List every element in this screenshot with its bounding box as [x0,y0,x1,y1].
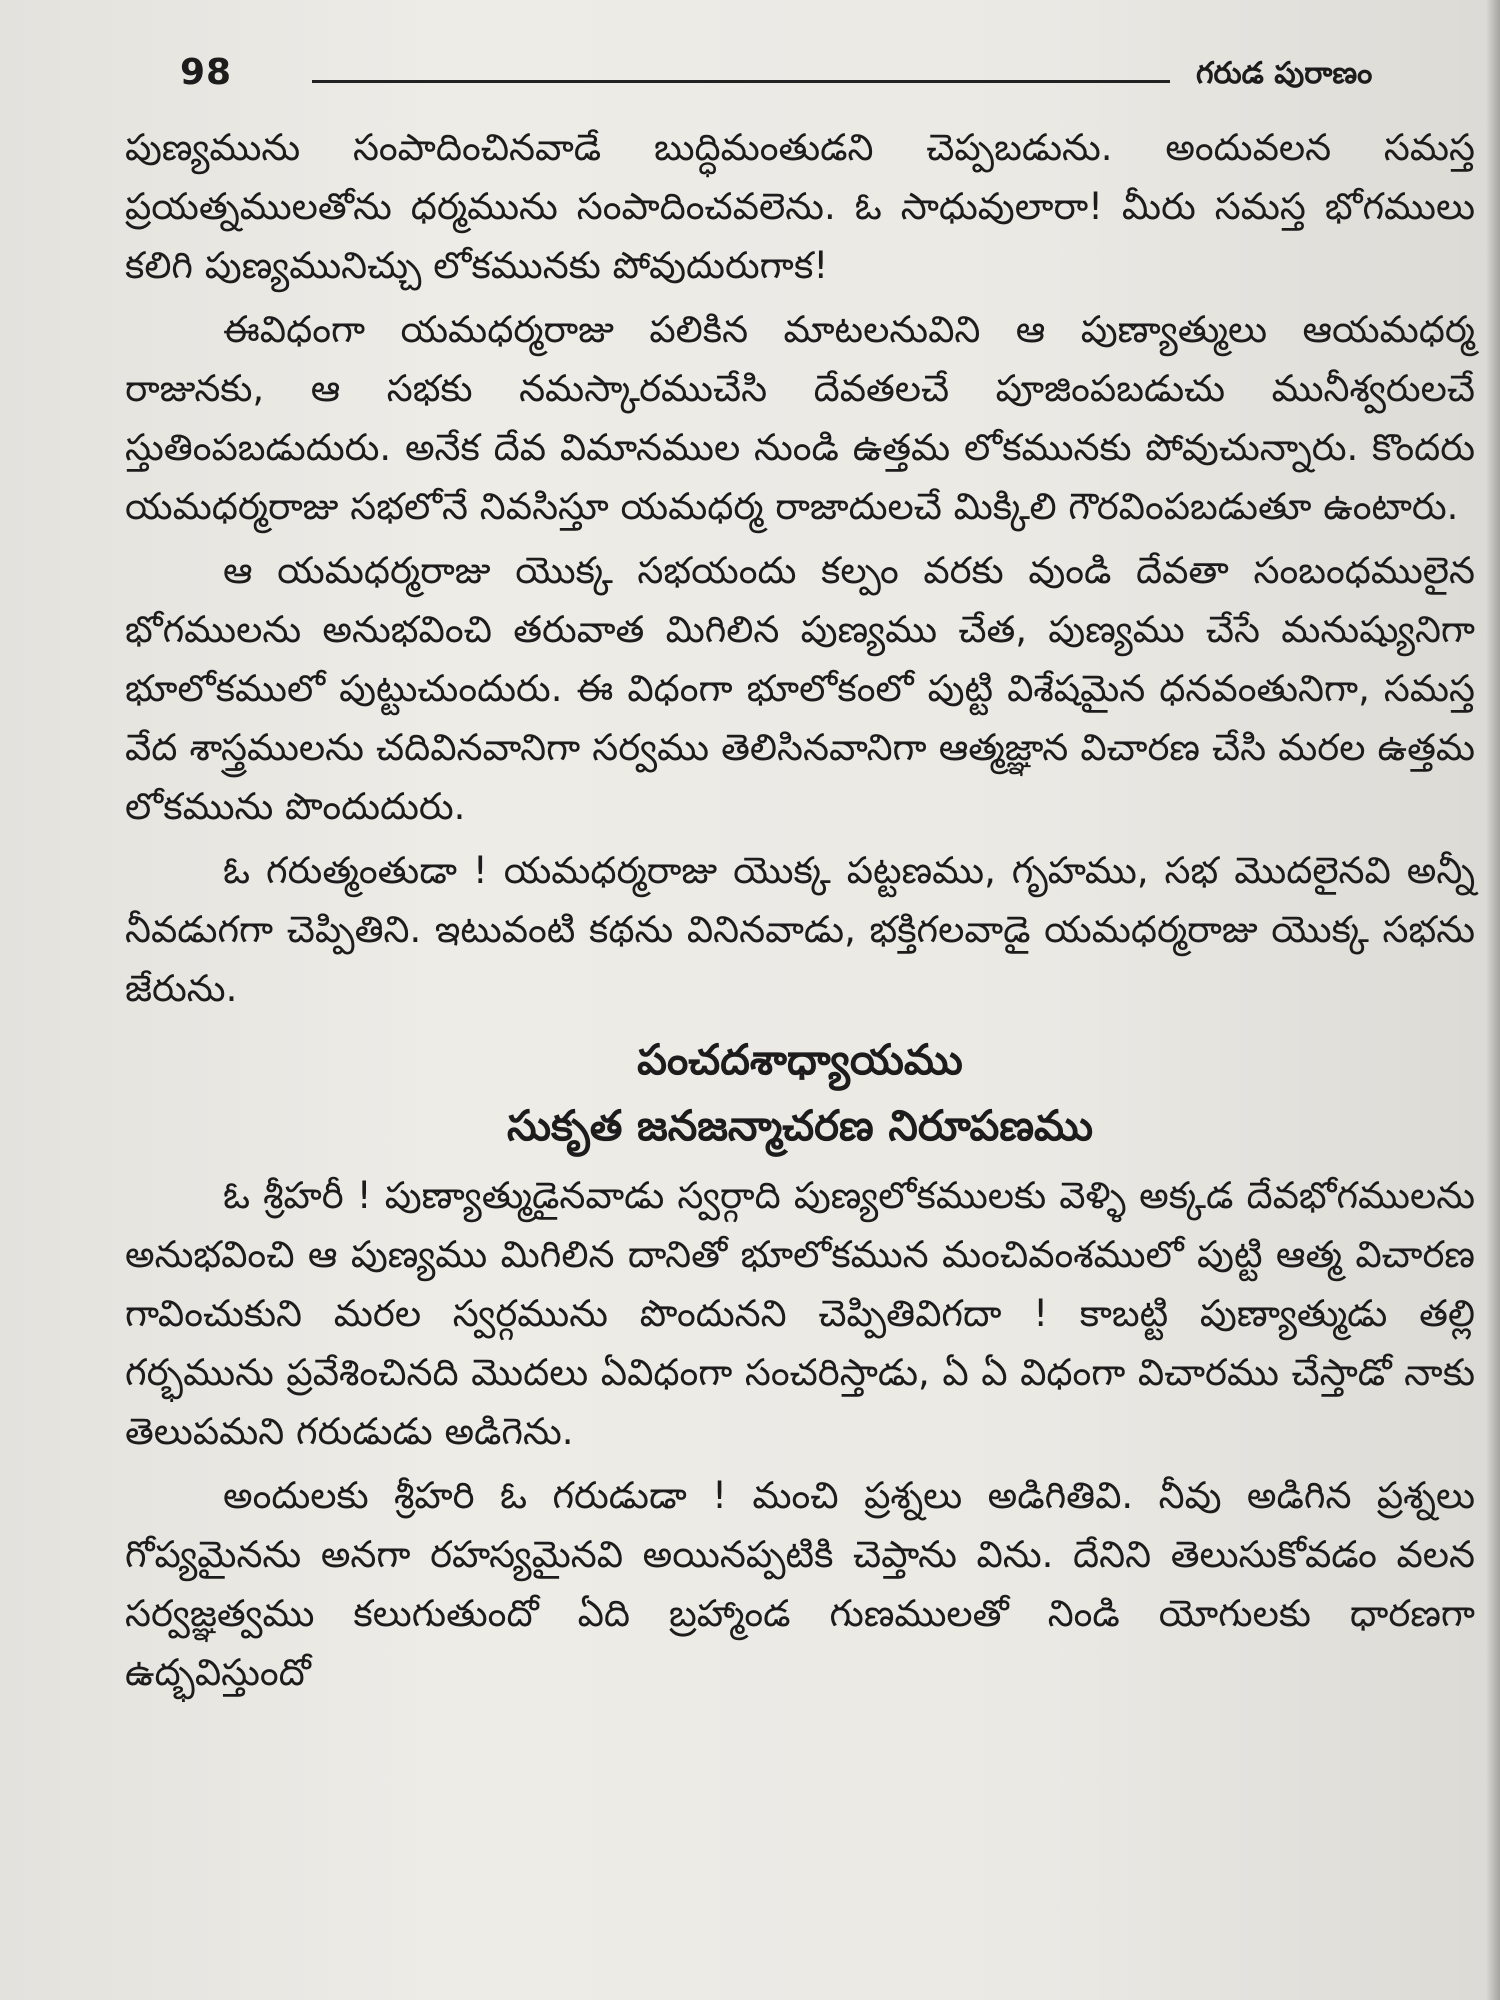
body-text [125,118,1475,1702]
section-title: సుకృత జనజన్మాచరణ నిరూపణము [506,1101,1094,1150]
paragraph: అందులకు శ్రీహరి ఓ గరుడుడా ! మంచి ప్రశ్నలు అడిగితివి. నీవు అడిగిన ప్రశ్నలు గోప్యమైనను అనగా రహస్యమైనవి అయినప్పటికి చెప్తాను విను. దేనిని తెలుసుకోవడం వలన సర్వజ్ఞత్వము కలుగుతుందో ఏది బ్రహ్మాండ గుణములతో నిండి యోగులకు ధారణగా ఉద్భవిస్తుందో [125,1474,1475,1694]
chapter-title: పంచదశాధ్యాయము [637,1035,963,1084]
page-number: 98 [180,52,233,93]
page-header [0,50,1500,110]
paragraph: ఆ యమధర్మరాజు యొక్క సభయందు కల్పం వరకు వుండి దేవతా సంబంధములైన భోగములను అనుభవించి తరువాత మిగిలిన పుణ్యము చేత, పుణ్యము చేసే మనుష్యునిగా భూలోకములో పుట్టుచుందురు. ఈ విధంగా భూలోకంలో పుట్టి విశేషమైన ధనవంతునిగా, సమస్త వేద శాస్త్రములను చదివినవానిగా సర్వము తెలిసినవానిగా ఆత్మజ్ఞాన విచారణ చేసి మరల ఉత్తమ లోకమును పొందుదురు. [125,549,1475,828]
paragraph: పుణ్యమును సంపాదించినవాడే బుద్ధిమంతుడని చెప్పబడును. అందువలన సమస్త ప్రయత్నములతోను ధర్మమును సంపాదించవలెను. ఓ సాధువులారా! మీరు సమస్త భోగములు కలిగి పుణ్యమునిచ్చు లోకమునకు పోవుదురుగాక! [125,126,1475,287]
running-title: గరుడ పురాణం [1196,56,1373,91]
paragraph: ఓ గరుత్మంతుడా ! యమధర్మరాజు యొక్క పట్టణము, గృహము, సభ మొదలైనవి అన్నీ నీవడుగగా చెప్పితిని. ఇటువంటి కథను వినినవాడు, భక్తిగలవాడై యమధర్మరాజు యొక్క సభను జేరును. [125,849,1475,1010]
header-rule [312,80,1170,83]
paragraph: ఓ శ్రీహరీ ! పుణ్యాత్ముడైనవాడు స్వర్గాది పుణ్యలోకములకు వెళ్ళి అక్కడ దేవభోగములను అనుభవించి ఆ పుణ్యము మిగిలిన దానితో భూలోకమున మంచివంశములో పుట్టి ఆత్మ విచారణ గావించుకుని మరల స్వర్గమును పొందునని చెప్పితివిగదా ! కాబట్టి పుణ్యాత్ముడు తల్లి గర్భమును ప్రవేశించినది మొదలు ఏవిధంగా సంచరిస్తాడు, ఏ ఏ విధంగా విచారము చేస్తాడో నాకు తెలుపమని గరుడుడు అడిగెను. [125,1174,1475,1453]
paragraph: ఈవిధంగా యమధర్మరాజు పలికిన మాటలనువిని ఆ పుణ్యాత్ములు ఆయమధర్మ రాజునకు, ఆ సభకు నమస్కారముచేసి దేవతలచే పూజింపబడుచు మునీశ్వరులచే స్తుతింపబడుదురు. అనేక దేవ విమానముల నుండి ఉత్తమ లోకమునకు పోవుచున్నారు. కొందరు యమధర్మరాజు సభలోనే నివసిస్తూ యమధర్మ రాజాదులచే మిక్కిలి గౌరవింపబడుతూ ఉంటారు. [125,308,1475,528]
page-edge-shadow [1486,0,1500,2000]
chapter-headings [125,1028,1475,1160]
